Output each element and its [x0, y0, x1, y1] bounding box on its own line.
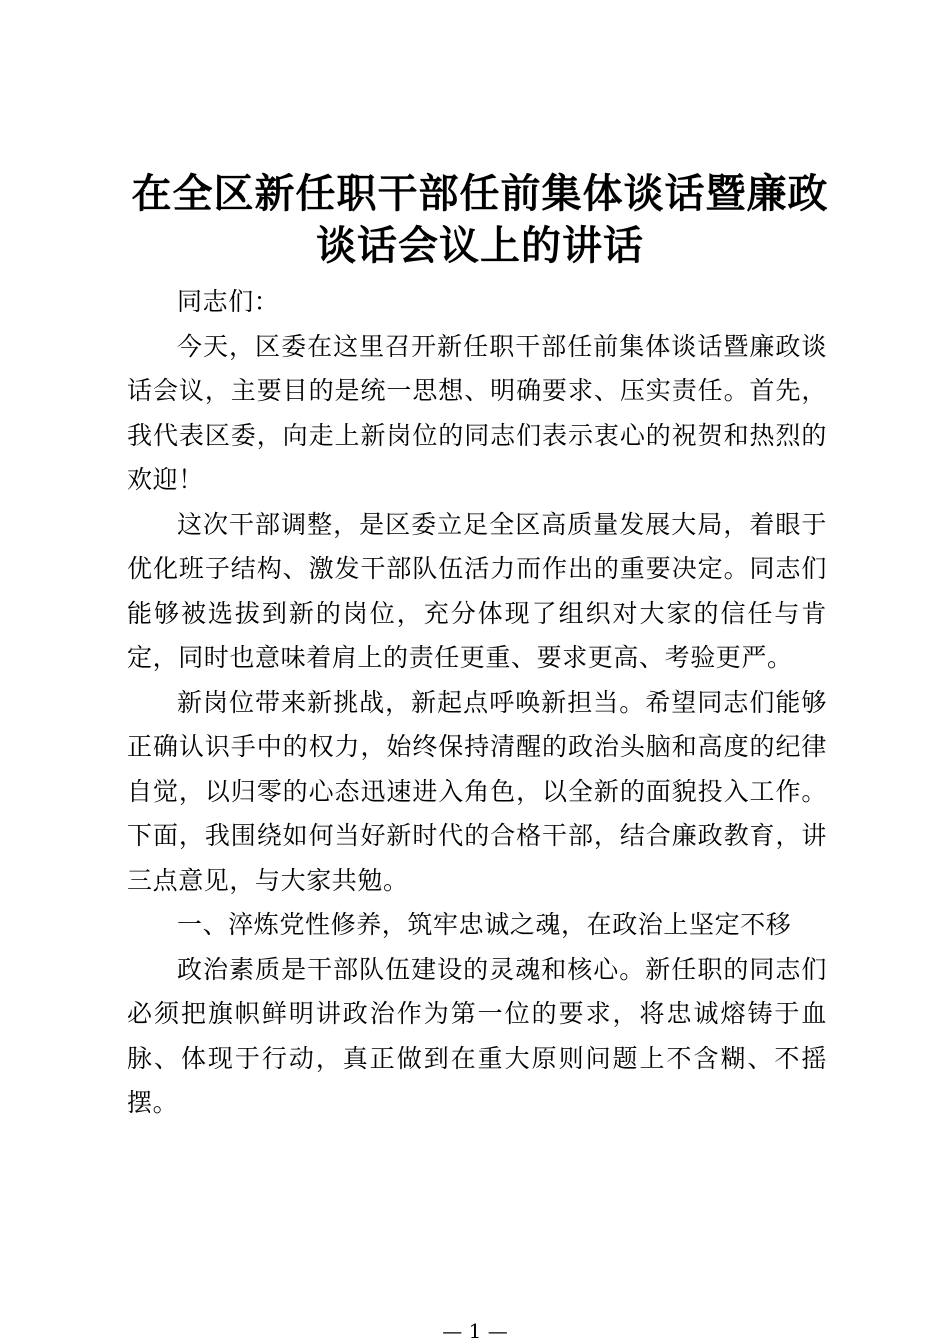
paragraph-political-quality: 政治素质是干部队伍建设的灵魂和核心。新任职的同志们必须把旗帜鲜明讲政治作为第一位的要求，将忠诚熔铸于血脉、体现于行动，真正做到在重大原则问题上不含糊、不摇摆。: [127, 954, 827, 1117]
paragraph-opening: 今天，区委在这里召开新任职干部任前集体谈话暨廉政谈话会议，主要目的是统一思想、明确要求、压实责任。首先，我代表区委，向走上新岗位的同志们表示衷心的祝贺和热烈的欢迎！: [127, 331, 827, 494]
page-number: — 1 —: [442, 1319, 508, 1343]
salutation: 同志们：: [177, 287, 280, 316]
document-title: [110, 168, 850, 272]
paragraph-adjustment: 这次干部调整，是区委立足全区高质量发展大局，着眼于优化班子结构、激发干部队伍活力而作出的重要决定。同志们能够被选拔到新的岗位，充分体现了组织对大家的信任与肯定，同时也意味着肩上的责任更重、要求更高、考验更严。: [127, 509, 827, 672]
title-line-2: 谈话会议上的讲话: [316, 222, 644, 269]
paragraph-challenge: 新岗位带来新挑战，新起点呼唤新担当。希望同志们能够正确认识手中的权力，始终保持清醒的政治头脑和高度的纪律自觉，以归零的心态迅速进入角色，以全新的面貌投入工作。下面，我围绕如何当好新时代的合格干部，结合廉政教育，讲三点意见，与大家共勉。: [127, 687, 827, 895]
section-heading-1: 一、淬炼党性修养，筑牢忠诚之魂，在政治上坚定不移: [177, 910, 792, 939]
document-body: [127, 280, 827, 1126]
title-line-1: 在全区新任职干部任前集体谈话暨廉政: [131, 170, 829, 217]
